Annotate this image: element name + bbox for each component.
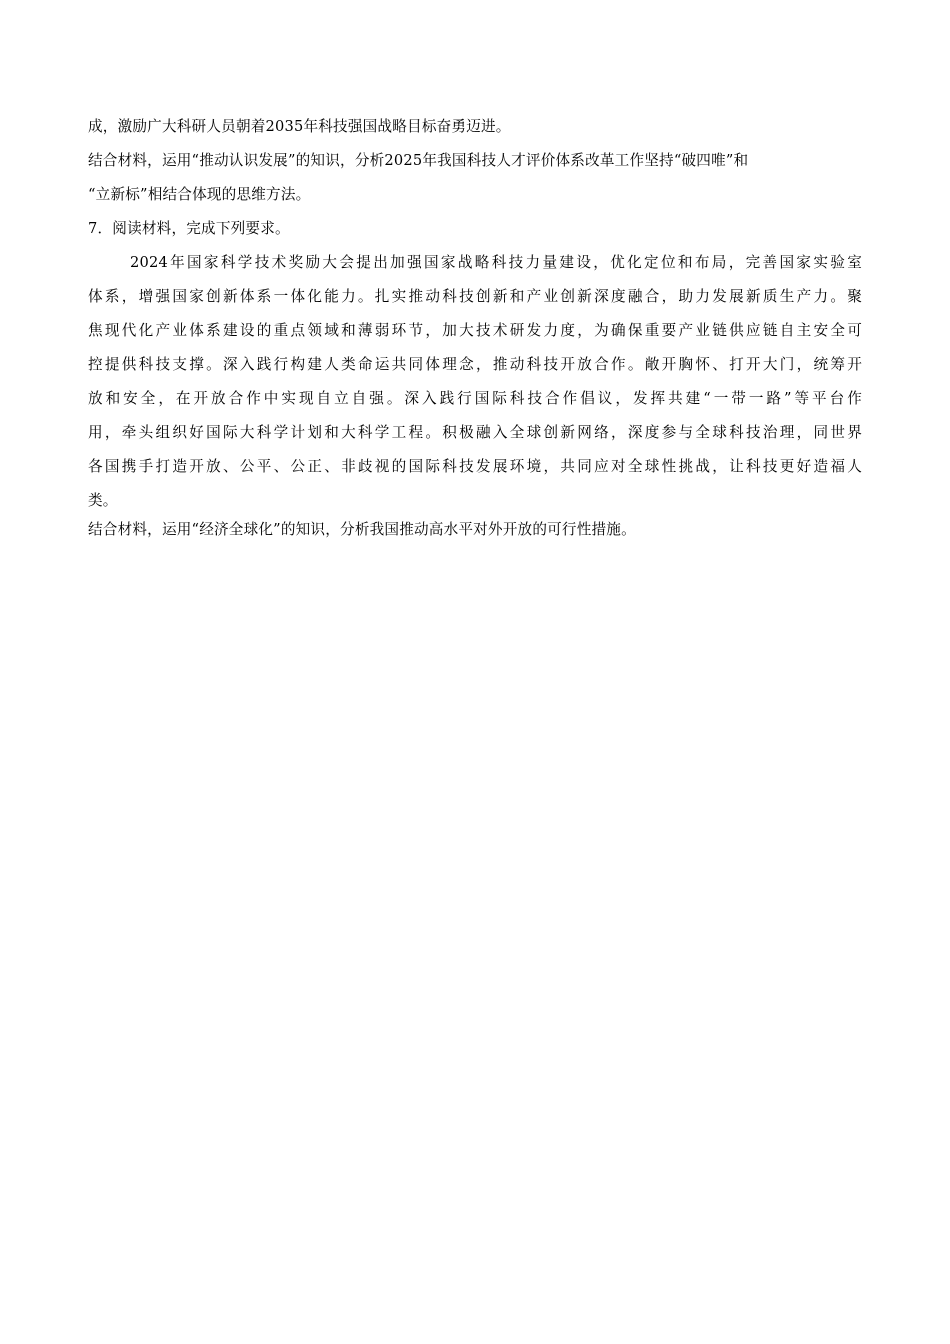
question-7-title: 7．阅读材料，完成下列要求。 (88, 220, 290, 237)
material-paragraph-line: 类。 (88, 492, 118, 509)
material-paragraph-line: 用，牵头组织好国际大科学计划和大科学工程。积极融入全球创新网络，深度参与全球科技治理，同世界 (88, 424, 862, 441)
text-line-continuation: 成，激励广大科研人员朝着2035年科技强国战略目标奋勇迈进。 (88, 118, 511, 135)
question-prompt-7: 结合材料，运用“经济全球化”的知识，分析我国推动高水平对外开放的可行性措施。 (88, 521, 636, 538)
material-paragraph-line: 控提供科技支撑。深入践行构建人类命运共同体理念，推动科技开放合作。敞开胸怀、打开大门，统筹开 (88, 356, 862, 373)
material-paragraph-line: 体系，增强国家创新体系一体化能力。扎实推动科技创新和产业创新深度融合，助力发展新质生产力。聚 (88, 288, 862, 305)
document-body (88, 112, 862, 544)
question-prompt-6: 结合材料，运用“推动认识发展”的知识，分析2025年我国科技人才评价体系改革工作坚持“破四唯”和 (88, 152, 749, 169)
material-paragraph-line: 焦现代化产业体系建设的重点领域和薄弱环节，加大技术研发力度，为确保重要产业链供应链自主安全可 (88, 322, 862, 339)
question-prompt-6-end: “立新标”相结合体现的思维方法。 (88, 186, 311, 203)
material-paragraph-line: 放和安全，在开放合作中实现自立自强。深入践行国际科技合作倡议，发挥共建“一带一路”等平台作 (88, 390, 862, 407)
question-7-material (88, 248, 862, 515)
material-paragraph-line: 2024年国家科学技术奖励大会提出加强国家战略科技力量建设，优化定位和布局，完善国家实验室 (130, 254, 862, 271)
material-paragraph-line: 各国携手打造开放、公平、公正、非歧视的国际科技发展环境，共同应对全球性挑战，让科技更好造福人 (88, 458, 862, 475)
